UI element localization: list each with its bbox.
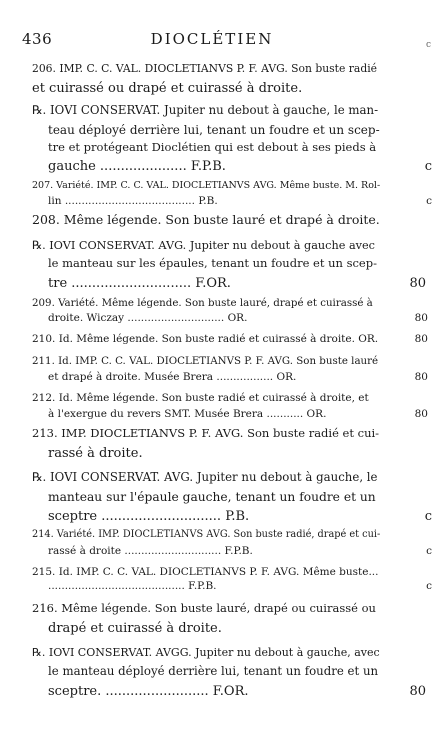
entry-207-rarity: c bbox=[426, 195, 432, 207]
entry-213-line-5: sceptre ............................. P.B. bbox=[48, 509, 250, 524]
entry-206-line-5: tre et protégeant Dioclétien qui est debout à ses pieds à bbox=[48, 140, 377, 154]
entry-207-line-1: 207. Variété. IMP. C. C. VAL. DIOCLETIANVS AVG. Même buste. M. Rol- bbox=[32, 180, 381, 191]
entry-215-line-2: ......................................... F.P.B. bbox=[48, 580, 217, 592]
entry-210-price: 80 bbox=[414, 333, 428, 345]
entry-216-line-1: 216. Même légende. Son buste lauré, drapé ou cuirassé ou bbox=[32, 601, 376, 615]
running-header bbox=[22, 30, 402, 50]
entry-206-line-2: et cuirassé ou drapé et cuirassé à droite. bbox=[32, 81, 303, 96]
entry-207-line-2: lin ....................................... P.B. bbox=[48, 195, 218, 207]
entry-206-line-3: ℞. IOVI CONSERVAT. Jupiter nu debout à gauche, le man- bbox=[32, 103, 379, 117]
entry-206-line-6: gauche ..................... F.P.B. bbox=[48, 159, 226, 174]
entry-213-line-1: 213. IMP. DIOCLETIANVS P. F. AVG. Son buste radié et cui- bbox=[32, 426, 380, 440]
entry-214-line-1: 214. Variété. IMP. DIOCLETIANVS AVG. Son buste radié, drapé et cui- bbox=[32, 529, 381, 540]
entry-209-line-1: 209. Variété. Même légende. Son buste lauré, drapé et cuirassé à bbox=[32, 297, 373, 309]
entry-215-rarity: c bbox=[426, 580, 432, 592]
entry-212-price: 80 bbox=[414, 408, 428, 420]
entry-213-rarity: c bbox=[424, 509, 432, 524]
entry-206-line-1: 206. IMP. C. C. VAL. DIOCLETIANVS P. F. AVG. Son buste radié bbox=[32, 62, 378, 75]
entry-214-rarity: c bbox=[426, 545, 432, 557]
entry-208-line-3: le manteau sur les épaules, tenant un foudre et un scep- bbox=[48, 256, 377, 270]
entry-213-line-4: manteau sur l'épaule gauche, tenant un foudre et un bbox=[48, 490, 376, 504]
entry-212-line-1: 212. Id. Même légende. Son buste radié et cuirassé à droite, et bbox=[32, 392, 369, 404]
entry-209-line-2: droite. Wiczay ............................. OR. bbox=[48, 312, 248, 324]
entry-208-price: 80 bbox=[409, 276, 426, 291]
entry-212-line-2: à l'exergue du revers SMT. Musée Brera ........... OR. bbox=[48, 408, 327, 420]
entry-216-line-5: sceptre. ......................... F.OR. bbox=[48, 684, 249, 699]
entry-211-line-1: 211. Id. IMP. C. C. VAL. DIOCLETIANVS P. F. AVG. Son buste lauré bbox=[32, 355, 379, 367]
page-number: 436 bbox=[22, 30, 53, 48]
entry-208-line-2: ℞. IOVI CONSERVAT. AVG. Jupiter nu debout à gauche avec bbox=[32, 239, 375, 252]
entry-208-line-1: 208. Même légende. Son buste lauré et drapé à droite. bbox=[32, 212, 380, 227]
page-title: DIOCLÉTIEN bbox=[150, 30, 274, 48]
entry-206-line-4: teau déployé derrière lui, tenant un foudre et un scep- bbox=[48, 123, 380, 137]
entry-214-line-2: rassé à droite ............................. F.P.B. bbox=[48, 545, 253, 557]
entry-216-line-4: le manteau déployé derrière lui, tenant un foudre et un bbox=[48, 664, 379, 678]
entry-208-line-4: tre ............................. F.OR. bbox=[48, 276, 231, 291]
entry-213-line-2: rassé à droite. bbox=[48, 446, 143, 461]
entry-213-line-3: ℞. IOVI CONSERVAT. AVG. Jupiter nu debout à gauche, le bbox=[32, 470, 378, 484]
entry-206-rarity: c bbox=[424, 159, 432, 174]
entry-216-line-3: ℞. IOVI CONSERVAT. AVGG. Jupiter nu debout à gauche, avec bbox=[32, 646, 380, 659]
corner-mark: c bbox=[426, 40, 432, 50]
entry-209-price: 80 bbox=[414, 312, 428, 324]
entry-211-line-2: et drapé à droite. Musée Brera ................. OR. bbox=[48, 371, 297, 383]
entry-210-line-1: 210. Id. Même légende. Son buste radié et cuirassé à droite. OR. bbox=[32, 333, 379, 345]
entry-216-line-2: drapé et cuirassé à droite. bbox=[48, 621, 222, 636]
entry-216-price: 80 bbox=[409, 684, 426, 699]
entry-215-line-1: 215. Id. IMP. C. C. VAL. DIOCLETIANVS P. F. AVG. Même buste... bbox=[32, 566, 379, 578]
entry-211-price: 80 bbox=[414, 371, 428, 383]
